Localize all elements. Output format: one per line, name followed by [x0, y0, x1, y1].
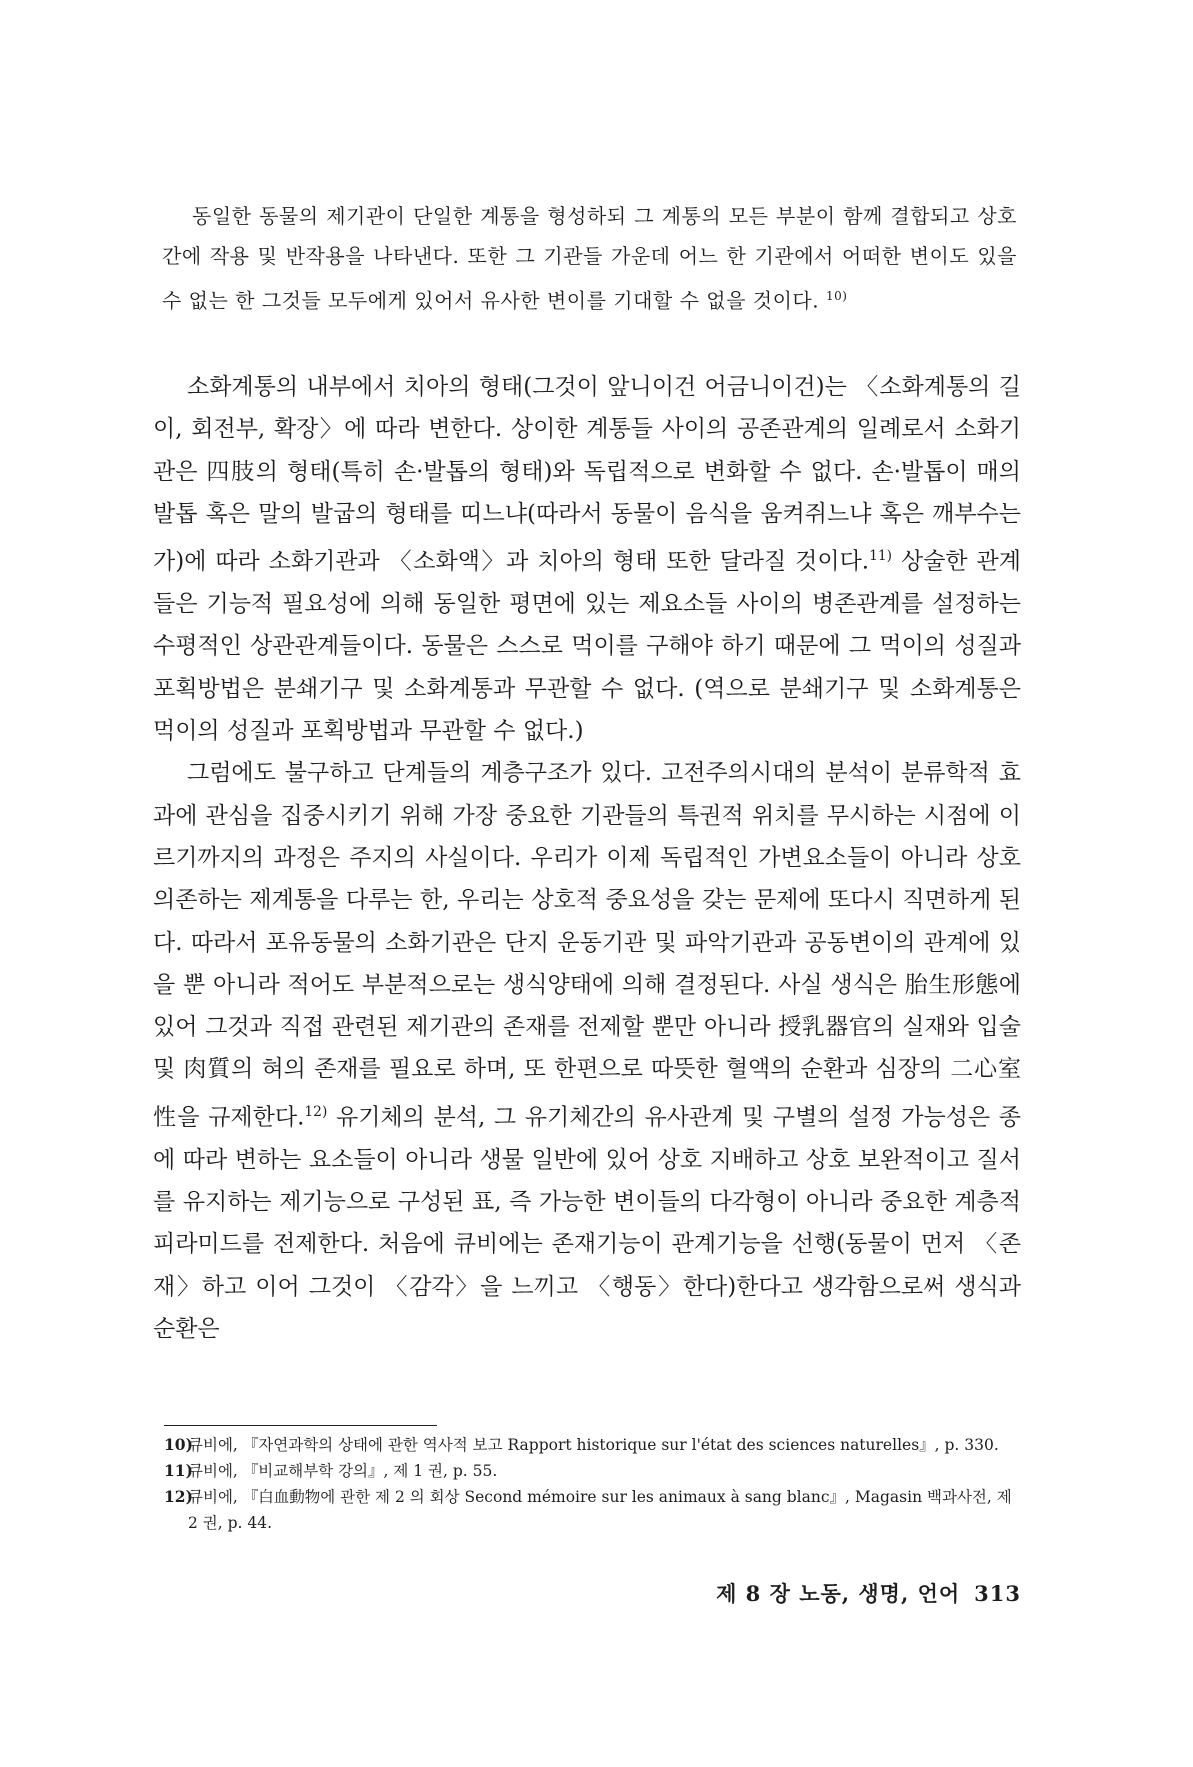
footnote-text: 큐비에, 『白血動物에 관한 제 2 의 회상 Second mémoire sur les animaux à sang blanc』, Magasin 백과사전, 제 2 권, p. 44.: [188, 1488, 1012, 1532]
footnote-number: 10): [164, 1435, 193, 1454]
footnote: [164, 1484, 1020, 1536]
paragraph-text: 유기체의 분석, 그 유기체간의 유사관계 및 구별의 설정 가능성은 종에 따라 변하는 요소들이 아니라 생물 일반에 있어 상호 지배하고 상호 보완적이고 질서를 유지하는 제기능으로 구성된 표, 즉 가능한 변이들의 다각형이 아니라 중요한 계층적 피라미드를 전제한다. 처음에 큐비에는 존재기능이 관계기능을 선행(동물이 먼저 〈존재〉하고 이어 그것이 〈감각〉을 느끼고 〈행동〉한다)한다고 생각함으로써 생식과 순환은: [153, 1104, 1021, 1342]
block-quote: [162, 196, 1017, 321]
paragraph: [153, 366, 1021, 752]
footnote-text: 큐비에, 『자연과학의 상태에 관한 역사적 보고 Rapport historique sur l'état des sciences naturelles』, p. 330.: [188, 1436, 999, 1454]
running-footer: [716, 1578, 1021, 1608]
footnote: [164, 1458, 1020, 1484]
paragraph-text: 소화계통의 내부에서 치아의 형태(그것이 앞니이건 어금니이건)는 〈소화계통의 길이, 회전부, 확장〉에 따라 변한다. 상이한 계통들 사이의 공존관계의 일례로서 소화기관은 四肢의 형태(특히 손·발톱의 형태)와 독립적으로 변화할 수 없다. 손·발톱이 매의 발톱 혹은 말의 발굽의 형태를 띠느냐(따라서 동물이 음식을 움켜쥐느냐 혹은 깨부수는가)에 따라 소화기관과 〈소화액〉과 치아의 형태 또한 달라질 것이다.: [153, 374, 1021, 575]
paragraph: [153, 752, 1021, 1350]
paragraph-text: 상술한 관계들은 기능적 필요성에 의해 동일한 평면에 있는 제요소들 사이의 병존관계를 설정하는 수평적인 상관관계들이다. 동물은 스스로 먹이를 구해야 하기 때문에 그 먹이의 성질과 포획방법은 분쇄기구 및 소화계통과 무관할 수 없다. (역으로 분쇄기구 및 소화계통은 먹이의 성질과 포획방법과 무관할 수 없다.): [153, 548, 1021, 745]
footnote-reference-12: 12): [304, 1103, 328, 1120]
chapter-title: 제 8 장 노동, 생명, 언어: [716, 1581, 961, 1606]
footnote: [164, 1432, 1020, 1458]
footnote-number: 12): [164, 1487, 193, 1506]
paragraph-text: 그럼에도 불구하고 단계들의 계층구조가 있다. 고전주의시대의 분석이 분류학적 효과에 관심을 집중시키기 위해 가장 중요한 기관들의 특권적 위치를 무시하는 시점에 이르기까지의 과정은 주지의 사실이다. 우리가 이제 독립적인 가변요소들이 아니라 상호의존하는 제계통을 다루는 한, 우리는 상호적 중요성을 갖는 문제에 또다시 직면하게 된다. 따라서 포유동물의 소화기관은 단지 운동기관 및 파악기관과 공동변이의 관계에 있을 뿐 아니라 적어도 부분적으로는 생식양태에 의해 결정된다. 사실 생식은 胎生形態에 있어 그것과 직접 관련된 제기관의 존재를 전제할 뿐만 아니라 授乳器官의 실재와 입술 및 肉質의 혀의 존재를 필요로 하며, 또 한편으로 따뜻한 혈액의 순환과 심장의 二心室性을 규제한다.: [153, 760, 1021, 1131]
footnotes: [164, 1432, 1020, 1536]
footnote-reference-11: 11): [869, 548, 893, 565]
footnote-text: 큐비에, 『비교해부학 강의』, 제 1 권, p. 55.: [188, 1462, 498, 1480]
footnote-divider: [164, 1425, 437, 1426]
quote-text: 동일한 동물의 제기관이 단일한 계통을 형성하되 그 계통의 모든 부분이 함께 결합되고 상호간에 작용 및 반작용을 나타낸다. 또한 그 기관들 가운데 어느 한 기관에서 어떠한 변이도 있을 수 없는 한 그것들 모두에게 있어서 유사한 변이를 기대할 수 없을 것이다.: [162, 204, 1017, 313]
footnote-number: 11): [164, 1461, 193, 1480]
page-number: 313: [974, 1581, 1021, 1606]
main-text: [153, 366, 1021, 1350]
footnote-reference-10: 10): [825, 289, 848, 303]
